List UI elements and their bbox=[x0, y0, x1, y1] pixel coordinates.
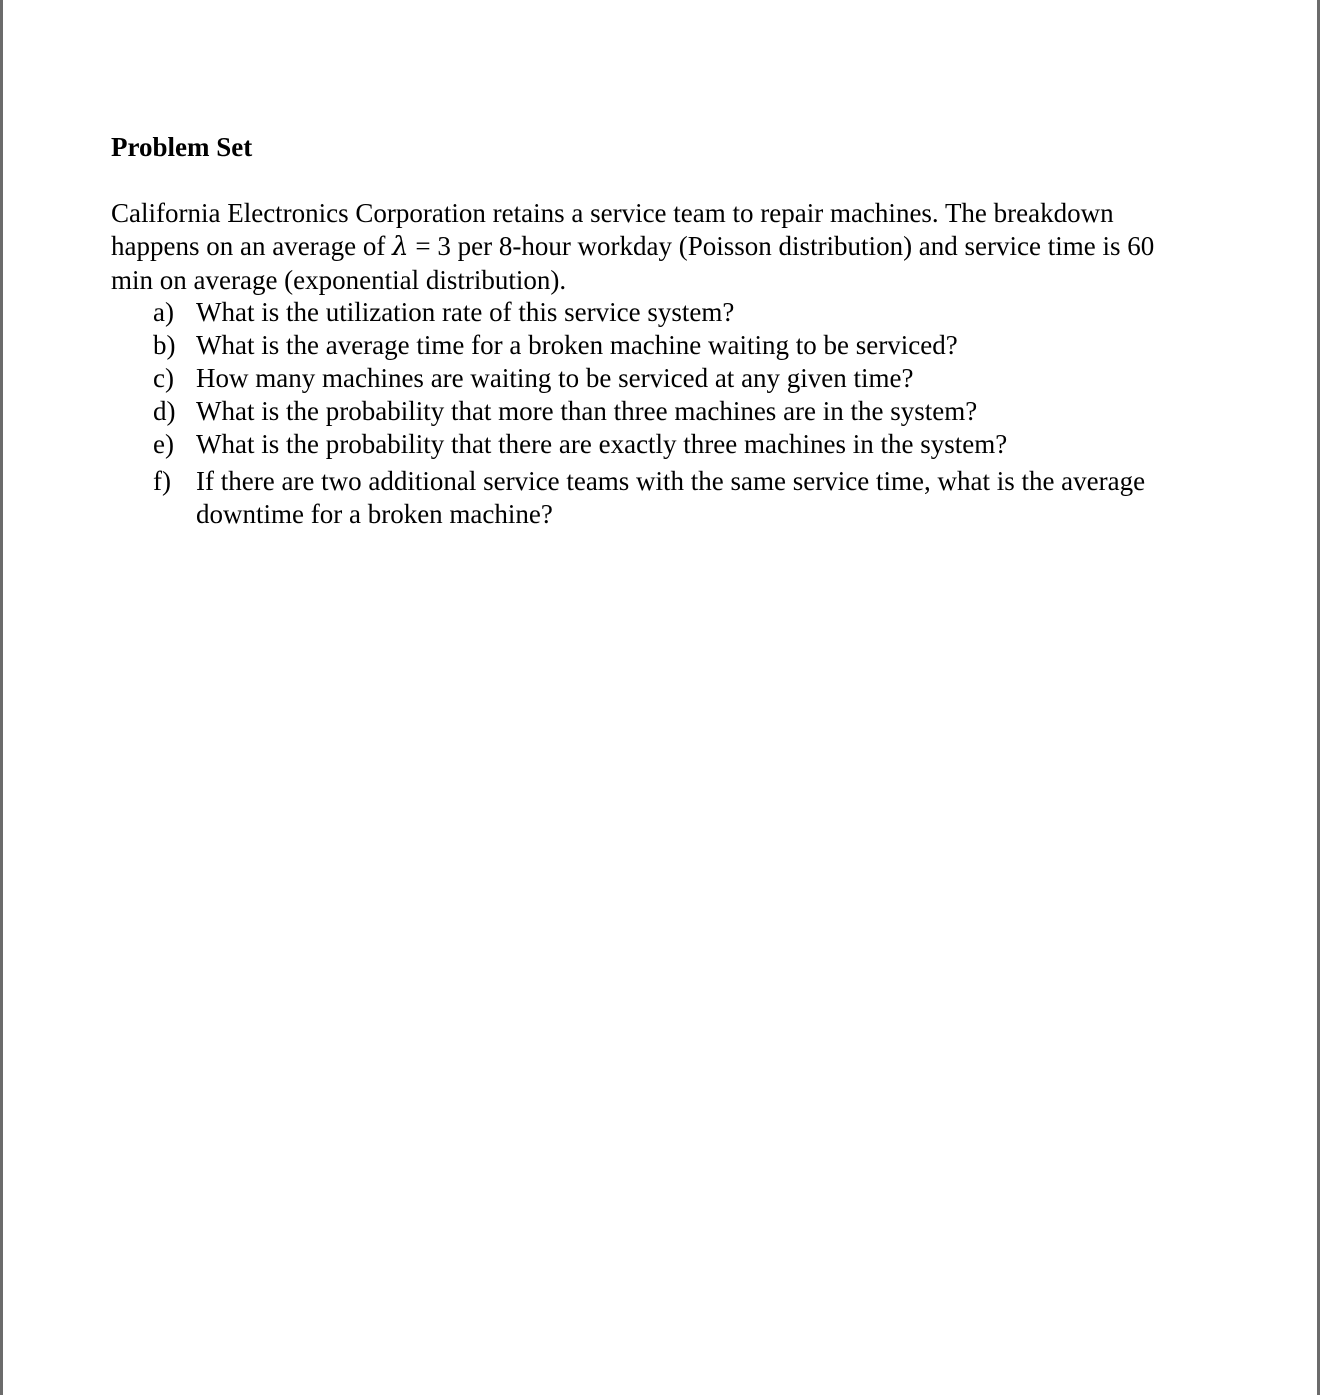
question-item bbox=[3, 465, 1320, 531]
problem-statement-line-1: California Electronics Corporation retains a service team to repair machines. The breakdown bbox=[111, 198, 1114, 228]
lambda-symbol: λ bbox=[392, 232, 409, 262]
question-marker: f) bbox=[153, 466, 171, 496]
question-item bbox=[3, 296, 1320, 329]
problem-statement-line-2-end: = 3 per 8-hour workday (Poisson distribution) and service time is 60 bbox=[408, 231, 1155, 261]
question-text: What is the average time for a broken machine waiting to be serviced? bbox=[196, 330, 958, 360]
question-text: What is the utilization rate of this service system? bbox=[196, 297, 735, 327]
question-marker: e) bbox=[153, 429, 174, 459]
question-item bbox=[3, 362, 1320, 395]
question-text: How many machines are waiting to be serviced at any given time? bbox=[196, 363, 914, 393]
question-item bbox=[3, 395, 1320, 428]
question-text: What is the probability that there are exactly three machines in the system? bbox=[196, 429, 1008, 459]
question-marker: b) bbox=[153, 330, 176, 360]
question-text: If there are two additional service teams with the same service time, what is the average downtime for a broken machine? bbox=[196, 466, 1146, 529]
question-item bbox=[3, 329, 1320, 362]
document-title: Problem Set bbox=[111, 132, 253, 162]
problem-statement-line-2-start: happens on an average of bbox=[111, 231, 393, 261]
question-marker: d) bbox=[153, 396, 176, 426]
question-marker: c) bbox=[153, 363, 174, 393]
problem-statement-line-2 bbox=[111, 230, 1251, 264]
question-item bbox=[3, 428, 1320, 461]
question-marker: a) bbox=[153, 297, 174, 327]
problem-statement bbox=[111, 197, 1251, 297]
problem-statement-line-3: min on average (exponential distribution). bbox=[111, 265, 567, 295]
question-list bbox=[3, 296, 1320, 531]
question-text: What is the probability that more than three machines are in the system? bbox=[196, 396, 978, 426]
